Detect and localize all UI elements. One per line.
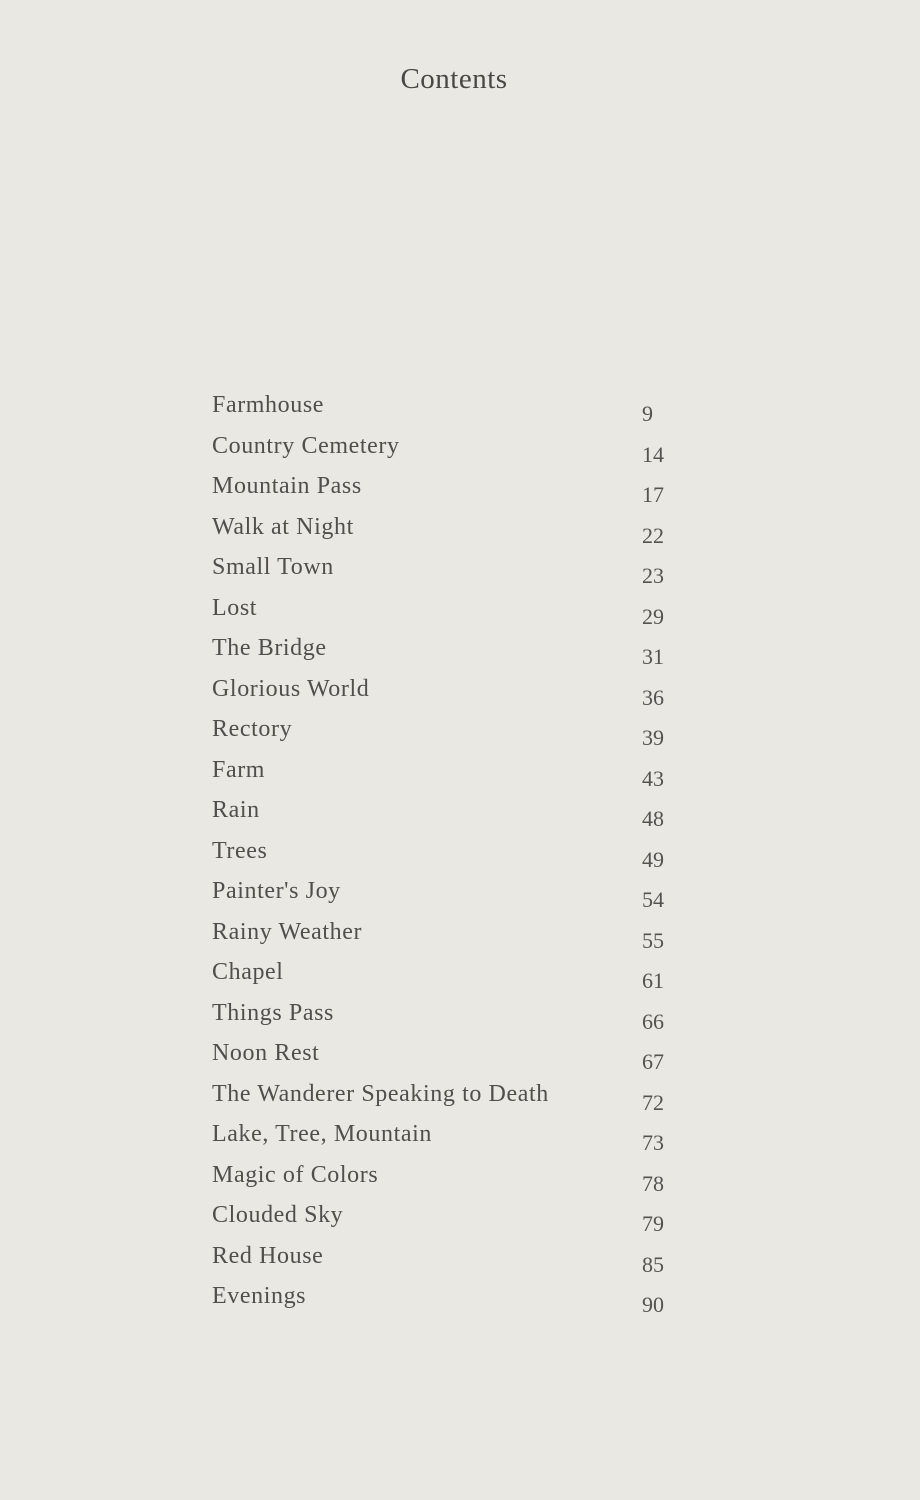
toc-entry-title: Painter's Joy (212, 878, 341, 904)
toc-entry-page: 54 (642, 887, 664, 912)
toc-entry-page: 72 (642, 1089, 664, 1115)
toc-entry-page: 23 (642, 563, 664, 588)
toc-entry-page: 73 (642, 1130, 664, 1155)
toc-entry-title: Things Pass (212, 999, 334, 1026)
toc-entry-page: 31 (642, 644, 664, 669)
toc-entry[interactable] (212, 1000, 692, 1041)
toc-entry-page: 9 (642, 401, 653, 426)
toc-entry[interactable] (212, 1040, 692, 1081)
toc-entry[interactable] (212, 919, 692, 960)
toc-entry-title: Rectory (212, 716, 293, 742)
toc-entry-title: Rain (212, 797, 260, 823)
toc-entry-page: 66 (642, 1008, 664, 1034)
toc-entry-title: Farmhouse (212, 392, 325, 418)
toc-entry[interactable] (212, 716, 692, 757)
toc-entry[interactable] (212, 757, 692, 798)
toc-entry-page: 48 (642, 806, 664, 831)
toc-entry[interactable] (212, 554, 692, 595)
toc-entry-page: 55 (642, 927, 664, 953)
toc-entry-title: Noon Rest (212, 1040, 320, 1066)
toc-entry[interactable] (212, 1081, 692, 1122)
toc-entry-page: 67 (642, 1049, 664, 1074)
toc-entry-title: Lake, Tree, Mountain (212, 1121, 432, 1147)
toc-entry[interactable] (212, 514, 692, 555)
toc-entry-title: Trees (212, 837, 268, 864)
toc-entry[interactable] (212, 1121, 692, 1162)
toc-entry-title: Chapel (212, 959, 284, 985)
toc-entry[interactable] (212, 473, 692, 514)
toc-entry[interactable] (212, 433, 692, 474)
toc-entry-page: 61 (642, 968, 664, 993)
table-of-contents (212, 392, 692, 1324)
toc-entry-title: Evenings (212, 1283, 307, 1309)
toc-entry[interactable] (212, 676, 692, 717)
toc-entry-page: 29 (642, 603, 664, 629)
toc-entry[interactable] (212, 797, 692, 838)
toc-entry-page: 90 (642, 1292, 664, 1317)
toc-entry-title: Rainy Weather (212, 918, 363, 945)
toc-entry[interactable] (212, 959, 692, 1000)
toc-entry-title: Lost (212, 594, 258, 621)
toc-entry[interactable] (212, 635, 692, 676)
toc-entry-title: Mountain Pass (212, 473, 362, 499)
toc-entry-page: 39 (642, 725, 664, 750)
toc-entry-page: 17 (642, 482, 664, 507)
toc-entry-title: Farm (212, 756, 266, 783)
toc-entry-title: The Bridge (212, 635, 327, 661)
toc-entry[interactable] (212, 1202, 692, 1243)
toc-entry-title: Walk at Night (212, 513, 354, 540)
toc-entry[interactable] (212, 878, 692, 919)
toc-entry[interactable] (212, 1162, 692, 1203)
toc-entry-title: Small Town (212, 554, 334, 580)
toc-entry-page: 78 (642, 1170, 664, 1196)
toc-entry[interactable] (212, 1243, 692, 1284)
toc-entry-page: 14 (642, 441, 664, 467)
toc-entry-page: 36 (642, 684, 664, 710)
toc-entry-title: Country Cemetery (212, 432, 400, 459)
toc-entry-title: Glorious World (212, 675, 370, 702)
toc-entry-title: Red House (212, 1242, 324, 1269)
toc-entry-page: 79 (642, 1211, 664, 1236)
toc-entry[interactable] (212, 1283, 692, 1324)
toc-entry-page: 85 (642, 1251, 664, 1277)
toc-entry-page: 22 (642, 522, 664, 548)
toc-entry[interactable] (212, 838, 692, 879)
page-title: Contents (400, 63, 508, 95)
toc-entry-page: 43 (642, 765, 664, 791)
toc-entry-title: Magic of Colors (212, 1161, 379, 1188)
toc-entry[interactable] (212, 595, 692, 636)
toc-entry-title: The Wanderer Speaking to Death (212, 1080, 549, 1107)
toc-entry[interactable] (212, 392, 692, 433)
toc-entry-title: Clouded Sky (212, 1202, 344, 1228)
toc-entry-page: 49 (642, 846, 664, 872)
